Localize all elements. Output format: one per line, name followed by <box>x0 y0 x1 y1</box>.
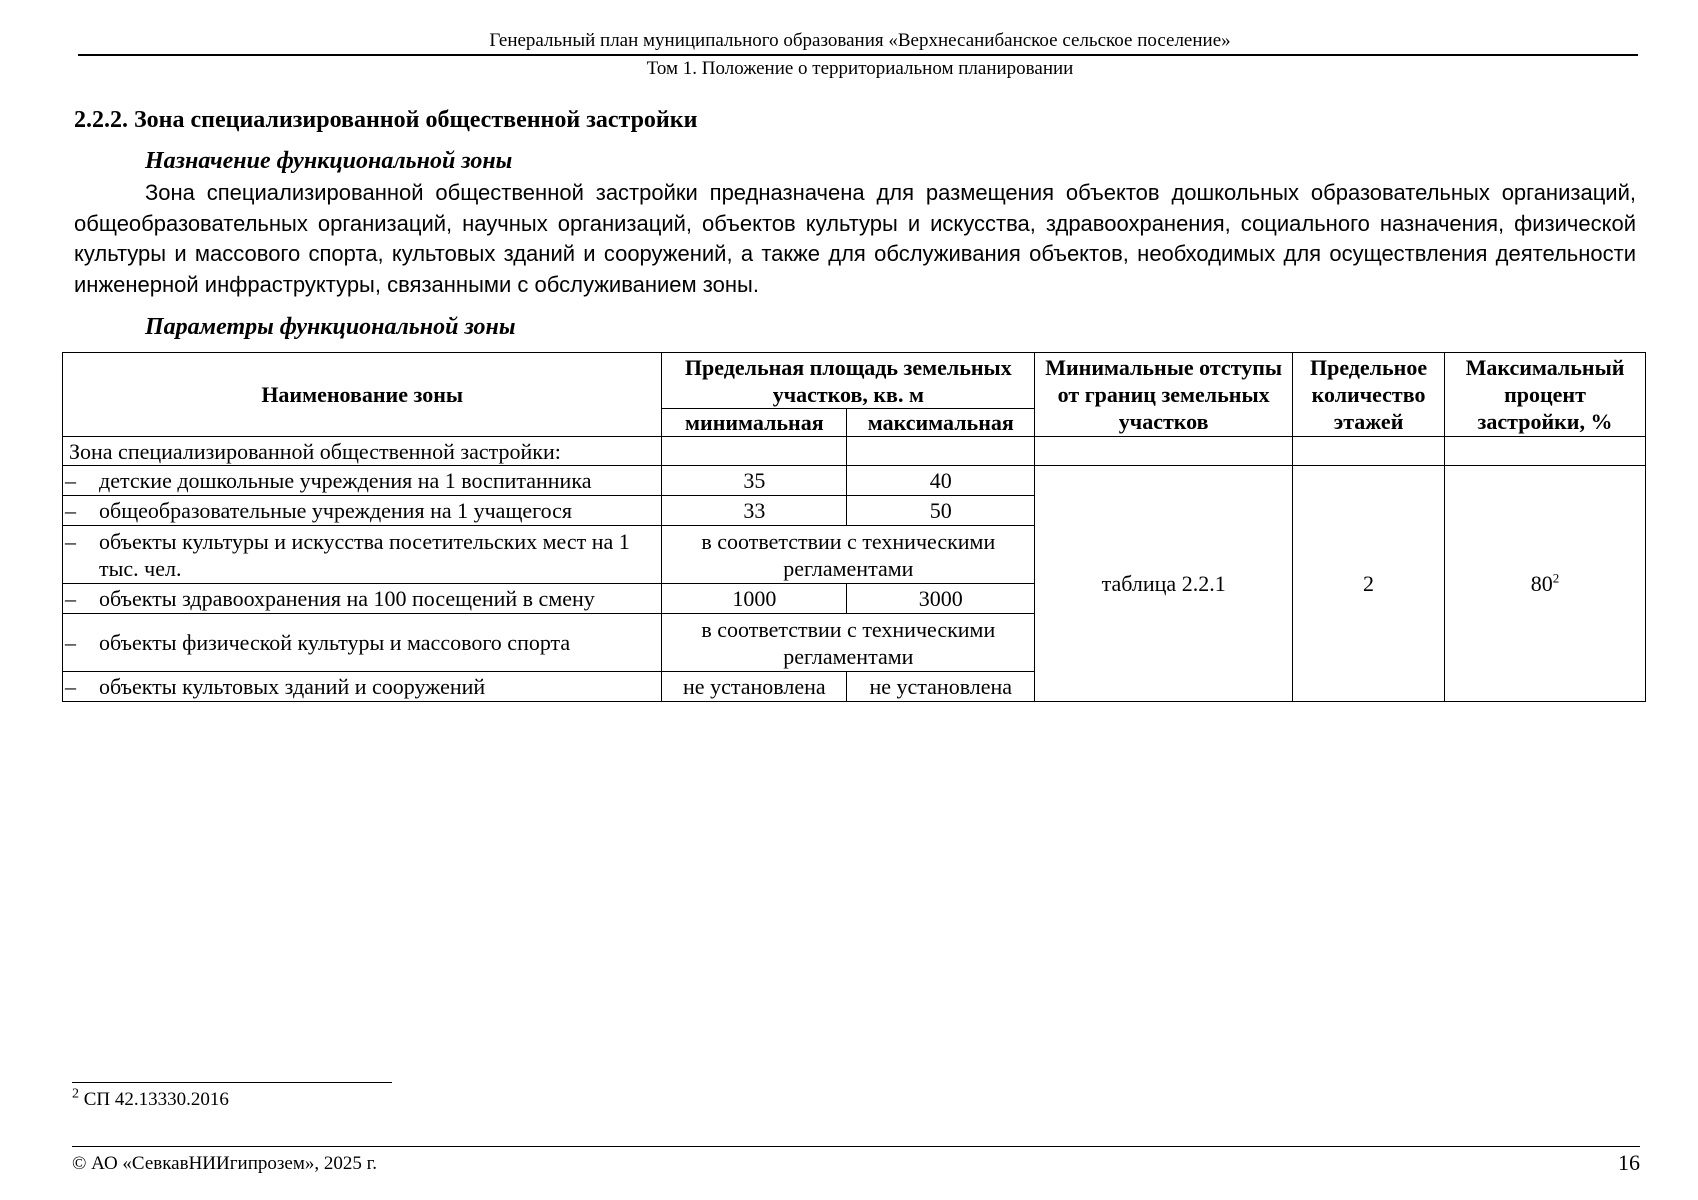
area-max-value: не установлена <box>847 672 1035 702</box>
empty-cell <box>1035 437 1293 466</box>
coverage-footnote-ref: 2 <box>1552 570 1560 586</box>
header-floors: Предельное количество этажей <box>1293 353 1445 437</box>
zone-item-cell <box>63 496 662 526</box>
zone-item-name: общеобразовательные учреждения на 1 учащегося <box>99 498 573 523</box>
section-title: 2.2.2. Зона специализированной общественной застройки <box>74 107 698 133</box>
header-area: Предельная площадь земельных участков, кв. м <box>662 353 1035 409</box>
zone-parameters-table <box>62 352 1646 702</box>
empty-cell <box>1445 437 1646 466</box>
dash-bullet: – <box>65 586 76 611</box>
header-rule <box>78 54 1638 56</box>
zone-item-cell <box>63 466 662 496</box>
zone-item-cell <box>63 614 662 672</box>
area-max-value: 40 <box>847 466 1035 496</box>
group-label-cell: Зона специализированной общественной застройки: <box>63 437 662 466</box>
dash-bullet: – <box>65 630 76 655</box>
zone-item-name: объекты культуры и искусства посетительских мест на 1 тыс. чел. <box>99 528 630 581</box>
zone-item-name: детские дошкольные учреждения на 1 воспитанника <box>99 468 592 493</box>
floors-value: 2 <box>1293 466 1445 702</box>
dash-bullet: – <box>65 528 76 554</box>
header-area-max: максимальная <box>847 409 1035 437</box>
zone-item-cell <box>63 672 662 702</box>
zone-item-name: объекты здравоохранения на 100 посещений в смену <box>99 586 595 611</box>
footnote-text: СП 42.13330.2016 <box>83 1089 229 1110</box>
area-max-value: 50 <box>847 496 1035 526</box>
setbacks-value: таблица 2.2.1 <box>1035 466 1293 702</box>
empty-cell <box>1293 437 1445 466</box>
area-min-value: 1000 <box>662 584 847 614</box>
area-max-value: 3000 <box>847 584 1035 614</box>
area-min-value: 35 <box>662 466 847 496</box>
running-header-title: Генеральный план муниципального образования «Верхнесанибанское сельское поселение» <box>489 30 1231 51</box>
empty-cell <box>662 437 847 466</box>
page-number: 16 <box>1618 1150 1640 1175</box>
empty-cell <box>847 437 1035 466</box>
purpose-paragraph: Зона специализированной общественной застройки предназначена для размещения объектов дошкольных образовательных организаций, общеобразовательных организаций, научных организаций, объектов культуры и искусства, здравоохранения, социального назначения, физической культуры и массового спорта, культовых зданий и сооружений, а также для обслуживания объектов, необходимых для осуществления деятельности инженерной инфраструктуры, связанными с обслуживанием зоны. <box>74 180 1636 297</box>
footnote-mark: 2 <box>72 1086 79 1102</box>
dash-bullet: – <box>65 468 76 493</box>
zone-item-name: объекты физической культуры и массового спорта <box>99 630 571 655</box>
area-min-value: 33 <box>662 496 847 526</box>
footnote-rule <box>72 1082 392 1083</box>
footer-rule <box>72 1146 1640 1147</box>
footer-copyright: © АО «СевкавНИИгипрозем», 2025 г. <box>72 1153 377 1174</box>
header-area-min: минимальная <box>662 409 847 437</box>
params-heading: Параметры функциональной зоны <box>145 314 516 340</box>
area-min-value: не установлена <box>662 672 847 702</box>
area-merged-value: в соответствии с техническими регламентами <box>662 526 1035 584</box>
footnote <box>72 1088 229 1112</box>
table-row <box>63 466 1646 496</box>
purpose-heading: Назначение функциональной зоны <box>145 148 513 174</box>
running-header-subtitle: Том 1. Положение о территориальном планировании <box>646 58 1074 79</box>
zone-item-name: объекты культовых зданий и сооружений <box>99 674 486 699</box>
area-merged-value: в соответствии с техническими регламентами <box>662 614 1035 672</box>
dash-bullet: – <box>65 498 76 523</box>
coverage-value-cell <box>1445 466 1646 702</box>
zone-item-cell <box>63 526 662 584</box>
zone-item-cell <box>63 584 662 614</box>
dash-bullet: – <box>65 674 76 699</box>
header-zone-name: Наименование зоны <box>63 353 662 437</box>
header-coverage: Максимальный процент застройки, % <box>1445 353 1646 437</box>
header-setbacks: Минимальные отступы от границ земельных участков <box>1035 353 1293 437</box>
coverage-value: 80 <box>1530 571 1553 596</box>
